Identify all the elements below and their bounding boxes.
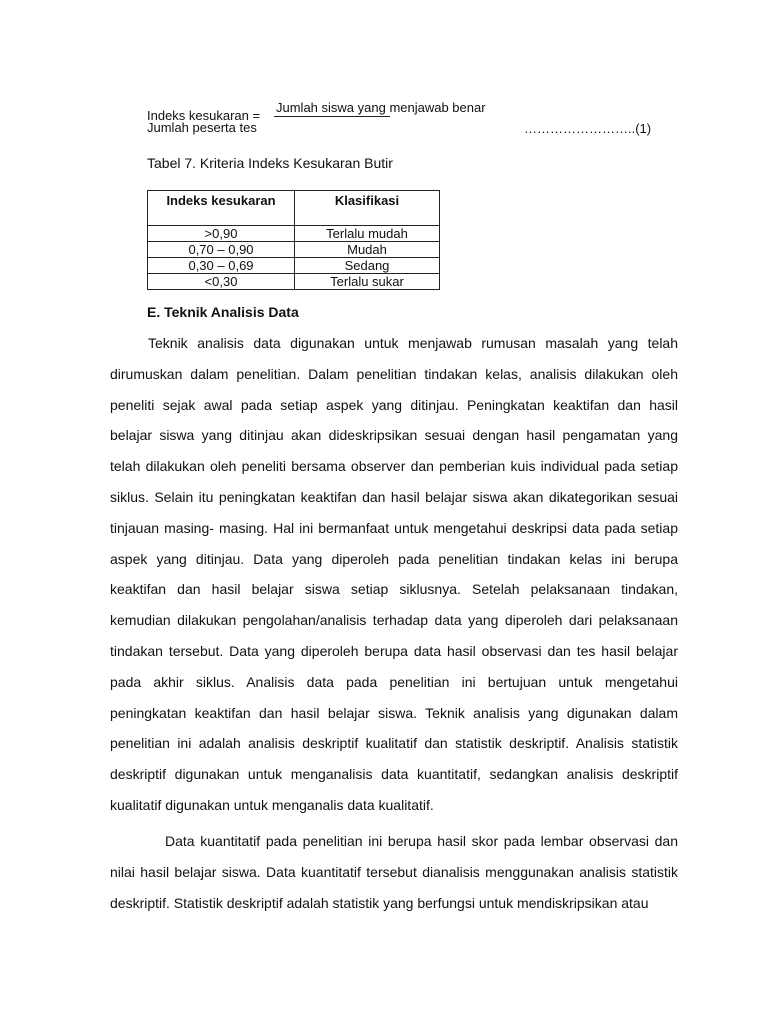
paragraph-1 xyxy=(110,328,678,821)
paragraph-line: Data kuantitatif pada penelitian ini berupa hasil skor pada lembar observasi dan xyxy=(165,833,678,849)
cell-indeks: 0,70 – 0,90 xyxy=(148,242,295,258)
paragraph-line: peningkatan keaktifan dan hasil belajar siswa. Teknik analisis yang digunakan dalam xyxy=(110,704,678,721)
cell-klasifikasi: Terlalu mudah xyxy=(295,226,440,242)
paragraph-line: nilai hasil belajar siswa. Data kuantitatif tersebut dianalisis menggunakan analisis statistik xyxy=(110,863,678,880)
paragraph-line: siklus. Selain itu peningkatan keaktifan dan hasil belajar siswa akan dikategorikan sesuai xyxy=(110,488,678,505)
paragraph-line: telah dilakukan oleh peneliti bersama observer dan pemberian kuis individual pada setiap xyxy=(110,458,678,475)
table-row xyxy=(148,274,440,290)
fraction-line xyxy=(274,116,390,117)
cell-indeks: <0,30 xyxy=(148,274,295,290)
paragraph-line: kualitatif digunakan untuk menganalis data kualitatif. xyxy=(110,796,434,813)
paragraph-line: kemudian dilakukan pengolahan/analisis terhadap data yang diperoleh dari pelaksanaan xyxy=(110,612,678,629)
paragraph-line: keaktifan dan hasil belajar siswa setiap siklusnya. Setelah pelaksanaan tindakan, xyxy=(110,581,678,598)
table-caption: Tabel 7. Kriteria Indeks Kesukaran Butir xyxy=(147,155,393,171)
table-row xyxy=(148,258,440,274)
cell-klasifikasi: Sedang xyxy=(295,258,440,274)
formula-denominator: Jumlah peserta tes xyxy=(147,120,257,135)
cell-indeks: >0,90 xyxy=(148,226,295,242)
header-indeks: Indeks kesukaran xyxy=(148,191,295,226)
paragraph-line: Teknik analisis data digunakan untuk menjawab rumusan masalah yang telah xyxy=(148,335,678,351)
header-klasifikasi: Klasifikasi xyxy=(295,191,440,226)
cell-klasifikasi: Terlalu sukar xyxy=(295,274,440,290)
formula-numerator: Jumlah siswa yang menjawab benar xyxy=(276,100,486,115)
paragraph-line: belajar siswa yang ditinjau akan dideskripsikan sesuai dengan hasil pengamatan yang xyxy=(110,427,678,444)
section-heading: E. Teknik Analisis Data xyxy=(147,304,299,320)
cell-indeks: 0,30 – 0,69 xyxy=(148,258,295,274)
criteria-table xyxy=(147,190,440,290)
paragraph-line: pada akhir siklus. Analisis data pada penelitian ini bertujuan untuk mengetahui xyxy=(110,673,678,690)
table-row xyxy=(148,242,440,258)
paragraph-2 xyxy=(110,826,678,918)
formula-label: Indeks kesukaran = xyxy=(147,108,261,123)
paragraph-line: tinjauan masing- masing. Hal ini bermanfaat untuk mengetahui deskripsi data pada setiap xyxy=(110,519,678,536)
equation-number: ……………………..(1) xyxy=(524,121,652,136)
paragraph-line: peneliti sejak awal pada setiap aspek yang ditinjau. Peningkatan keaktifan dan hasil xyxy=(110,396,678,413)
table-row xyxy=(148,226,440,242)
paragraph-line: aspek yang ditinjau. Data yang diperoleh pada penelitian tindakan kelas ini berupa xyxy=(110,550,678,567)
paragraph-line: penelitian ini adalah analisis deskriptif kualitatif dan statistik deskriptif. Analisis statistik xyxy=(110,735,678,752)
paragraph-line: deskriptif. Statistik deskriptif adalah statistik yang berfungsi untuk mendiskripsikan atau xyxy=(110,894,649,911)
cell-klasifikasi: Mudah xyxy=(295,242,440,258)
paragraph-line: dirumuskan dalam penelitian. Dalam penelitian tindakan kelas, analisis dilakukan oleh xyxy=(110,365,678,382)
table-header-row xyxy=(148,191,440,226)
paragraph-line: tindakan tersebut. Data yang diperoleh berupa data hasil observasi dan tes hasil belajar xyxy=(110,642,678,659)
paragraph-line: deskriptif digunakan untuk menganalisis data kuantitatif, sedangkan analisis deskriptif xyxy=(110,766,678,783)
